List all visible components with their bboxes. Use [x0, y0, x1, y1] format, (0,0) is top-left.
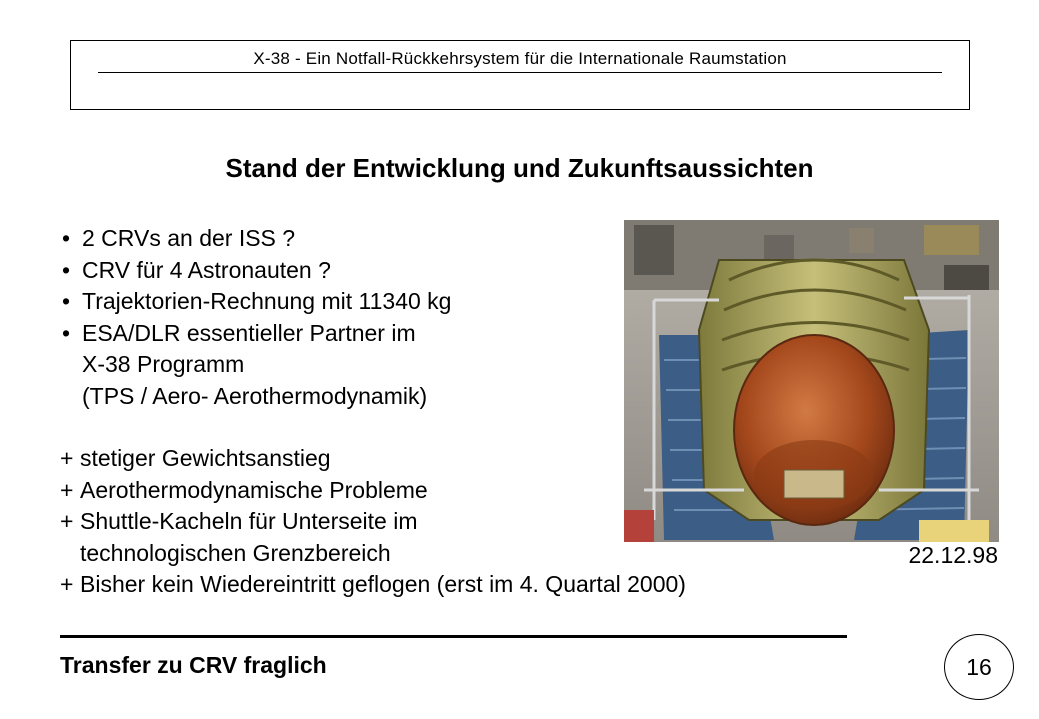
header-title: X-38 - Ein Notfall-Rückkehrsystem für die Internationale Raumstation [253, 49, 787, 68]
x38-hardware-photo [624, 220, 999, 542]
bullet-item [62, 223, 451, 255]
bullet-symbol: • [62, 256, 71, 283]
plus-item [60, 506, 686, 538]
plus-text: Shuttle-Kacheln für Unterseite im [80, 508, 418, 534]
plus-continuation [60, 538, 686, 570]
page-number: 16 [966, 653, 992, 680]
bullet-text: CRV für 4 Astronauten ? [82, 256, 331, 283]
bullet-symbol: • [62, 288, 71, 314]
header-underline [98, 72, 942, 73]
header-box [70, 40, 970, 110]
plus-list [60, 443, 686, 601]
bullet-item [62, 286, 451, 318]
bullet-text: X-38 Programm [82, 351, 245, 377]
bullet-text: (TPS / Aero- Aerothermodynamik) [82, 382, 428, 409]
plus-symbol: + [60, 571, 74, 597]
bullet-symbol: • [62, 225, 71, 251]
plus-text: Aerothermodynamische Probleme [80, 476, 428, 503]
page-number-badge [944, 634, 1014, 700]
plus-symbol: + [60, 445, 74, 471]
plus-symbol: + [60, 476, 74, 503]
footer-conclusion: Transfer zu CRV fraglich [60, 652, 327, 678]
photo-date: 22.12.98 [908, 542, 998, 568]
footer-divider [60, 635, 847, 638]
bullet-symbol: • [62, 319, 71, 346]
plus-item [60, 475, 686, 507]
plus-text: Bisher kein Wiedereintritt geflogen (erst im 4. Quartal 2000) [80, 571, 686, 597]
plus-item [60, 443, 686, 475]
bullet-text: 2 CRVs an der ISS ? [82, 225, 296, 251]
plus-symbol: + [60, 508, 74, 534]
slide-title: Stand der Entwicklung und Zukunftsaussichten [225, 153, 814, 183]
bullet-continuation [62, 349, 451, 381]
plus-text: technologischen Grenzbereich [80, 539, 391, 566]
bullet-item [62, 318, 451, 350]
bullet-text: ESA/DLR essentieller Partner im [82, 319, 416, 346]
bullet-list [62, 223, 451, 412]
bullet-item [62, 255, 451, 287]
plus-text: stetiger Gewichtsanstieg [80, 445, 331, 471]
bullet-continuation [62, 381, 451, 413]
bullet-text: Trajektorien-Rechnung mit 11340 kg [82, 288, 452, 314]
plus-item [60, 569, 686, 601]
